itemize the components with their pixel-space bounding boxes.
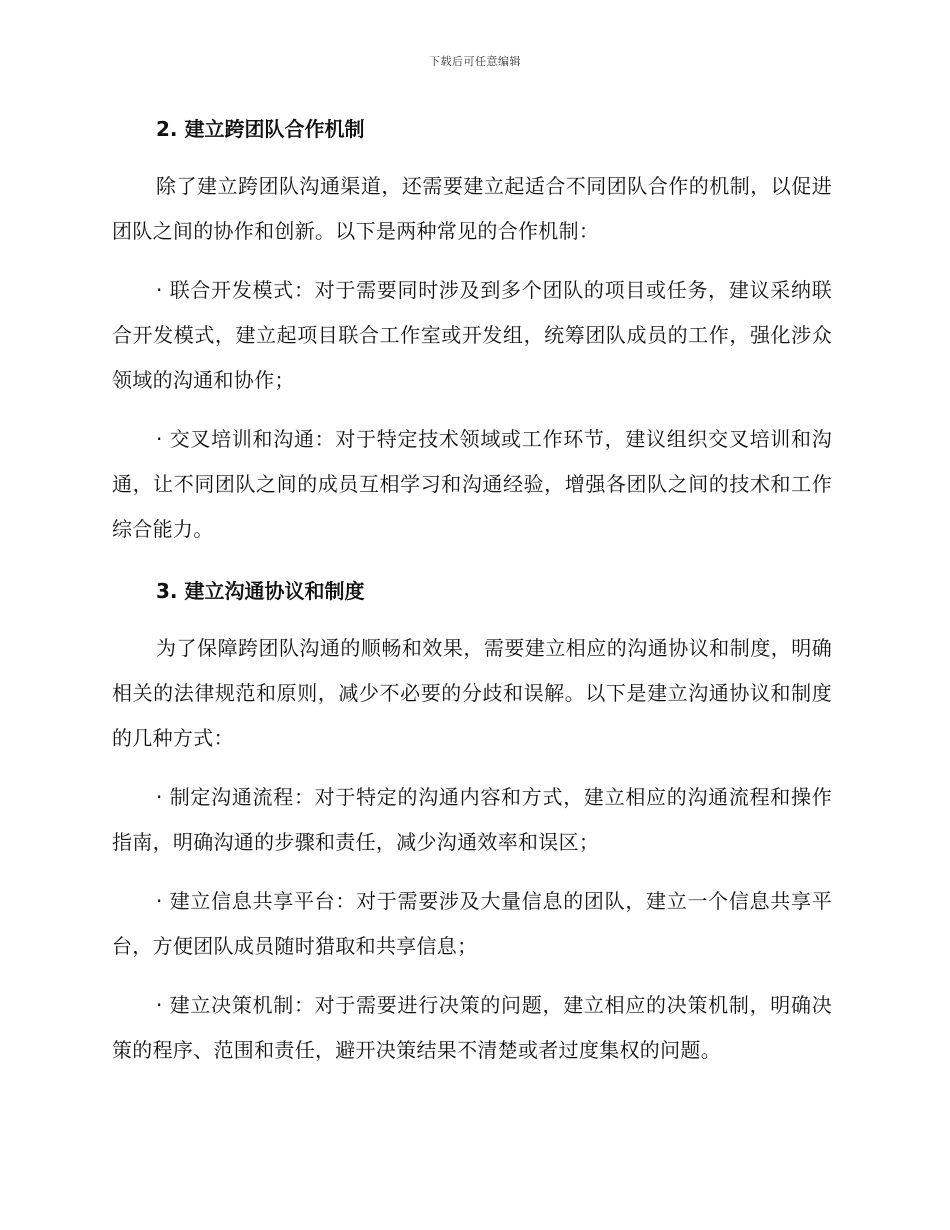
bullet-paragraph: · 交叉培训和沟通：对于特定技术领域或工作环节，建议组织交叉培训和沟通，让不同团队之间的成员互相学习和沟通经验，增强各团队之间的技术和工作综合能力。 [112, 427, 832, 541]
section-heading: 2. 建立跨团队合作机制 [156, 117, 365, 141]
document-body [112, 112, 832, 1073]
section-heading: 3. 建立沟通协议和制度 [156, 579, 365, 603]
bullet-paragraph: · 制定沟通流程：对于特定的沟通内容和方式，建立相应的沟通流程和操作指南，明确沟通的步骤和责任，减少沟通效率和误区； [112, 785, 832, 854]
bullet-paragraph: · 建立信息共享平台：对于需要涉及大量信息的团队，建立一个信息共享平台，方便团队成员随时猎取和共享信息； [112, 889, 832, 958]
section-intro-paragraph: 除了建立跨团队沟通渠道，还需要建立起适合不同团队合作的机制，以促进团队之间的协作和创新。以下是两种常见的合作机制： [112, 174, 832, 243]
bullet-paragraph: · 建立决策机制：对于需要进行决策的问题，建立相应的决策机制，明确决策的程序、范围和责任，避开决策结果不清楚或者过度集权的问题。 [112, 993, 832, 1062]
bullet-paragraph: · 联合开发模式：对于需要同时涉及到多个团队的项目或任务，建议采纳联合开发模式，建立起项目联合工作室或开发组，统筹团队成员的工作，强化涉众领域的沟通和协作； [112, 278, 832, 392]
header-note: 下载后可任意编辑 [429, 55, 521, 68]
section-intro-paragraph: 为了保障跨团队沟通的顺畅和效果，需要建立相应的沟通协议和制度，明确相关的法律规范和原则，减少不必要的分歧和误解。以下是建立沟通协议和制度的几种方式： [112, 636, 832, 750]
